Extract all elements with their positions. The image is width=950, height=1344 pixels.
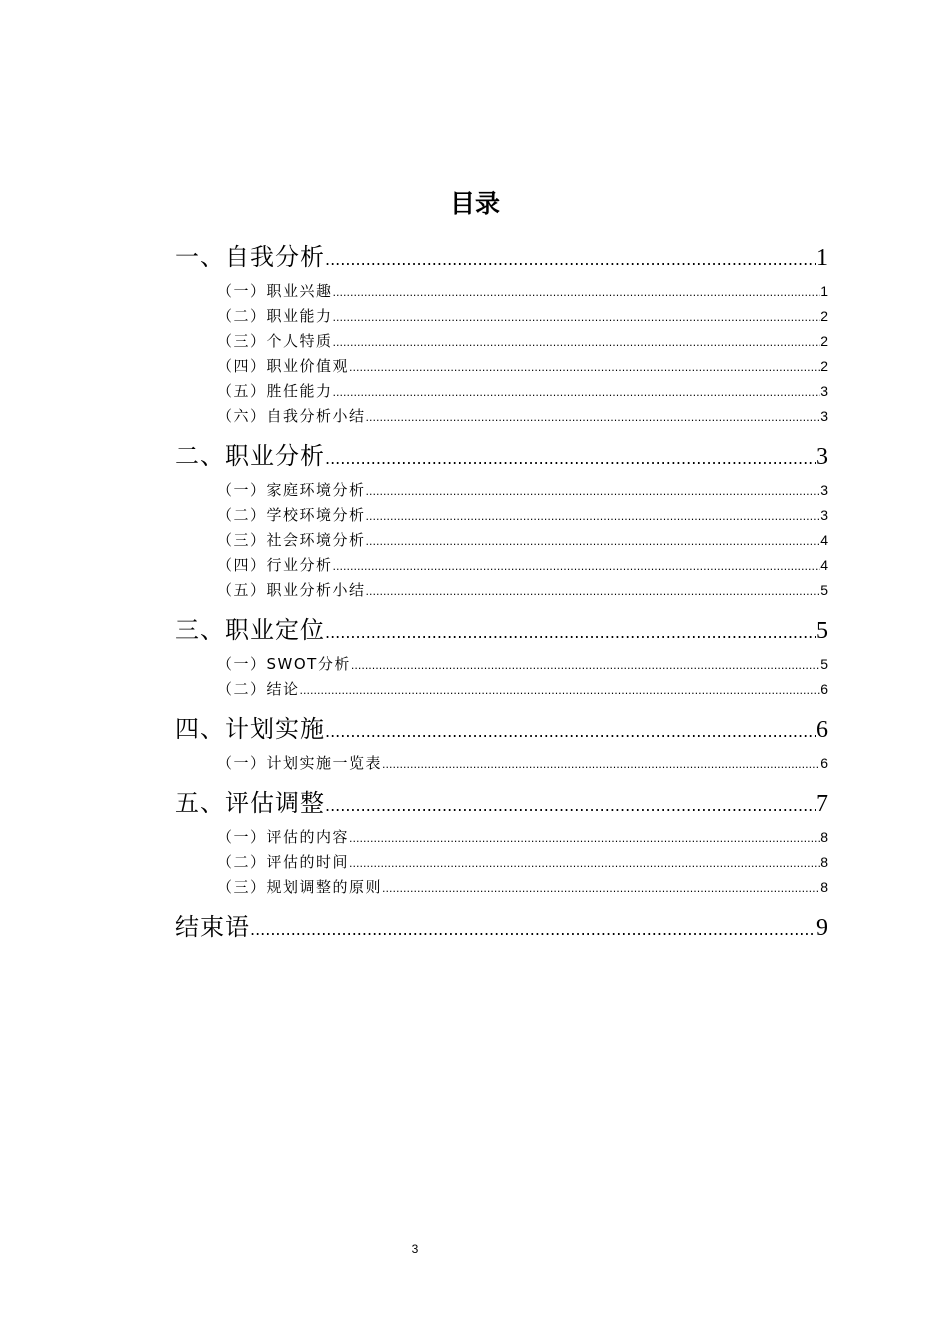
table-of-contents xyxy=(175,238,828,946)
toc-page-number: 3 xyxy=(820,408,828,424)
toc-item-label: （五）职业分析小结 xyxy=(217,581,366,599)
toc-section-self-analysis[interactable] xyxy=(175,238,828,276)
toc-item[interactable] xyxy=(175,751,828,776)
toc-page-number: 6 xyxy=(820,755,828,771)
toc-item[interactable] xyxy=(175,354,828,379)
toc-item[interactable] xyxy=(175,379,828,404)
toc-page-number: 4 xyxy=(820,532,828,548)
toc-section-evaluation-adjustment[interactable] xyxy=(175,784,828,822)
toc-page-number: 3 xyxy=(820,507,828,523)
toc-item-label: （一）家庭环境分析 xyxy=(217,481,366,499)
toc-item-label: （五）胜任能力 xyxy=(217,382,333,400)
toc-section-label: 一、自我分析 xyxy=(175,243,325,271)
toc-item-label: （三）社会环境分析 xyxy=(217,531,366,549)
dot-leader xyxy=(382,876,820,901)
toc-section-label: 三、职业定位 xyxy=(175,616,325,644)
dot-leader xyxy=(325,241,816,279)
toc-page-number: 8 xyxy=(820,829,828,845)
dot-leader xyxy=(349,826,820,851)
toc-item[interactable] xyxy=(175,304,828,329)
toc-item-label: （四）行业分析 xyxy=(217,556,333,574)
dot-leader xyxy=(300,678,821,703)
toc-section-career-positioning[interactable] xyxy=(175,611,828,649)
toc-item[interactable] xyxy=(175,677,828,702)
toc-page-number: 3 xyxy=(816,444,828,470)
toc-item-label: （三）规划调整的原则 xyxy=(217,878,383,896)
dot-leader xyxy=(351,653,820,678)
dot-leader xyxy=(325,440,816,478)
dot-leader xyxy=(325,787,816,825)
footer-page-number: 3 xyxy=(411,1242,419,1256)
toc-item[interactable] xyxy=(175,478,828,503)
toc-item-label: （二）职业能力 xyxy=(217,307,333,325)
toc-item[interactable] xyxy=(175,279,828,304)
toc-page-number: 5 xyxy=(820,582,828,598)
dot-leader xyxy=(325,614,816,652)
toc-item[interactable] xyxy=(175,875,828,900)
toc-section-label: 结束语 xyxy=(175,913,250,941)
toc-item[interactable] xyxy=(175,850,828,875)
toc-item-label: （二）结论 xyxy=(217,680,300,698)
dot-leader xyxy=(349,355,820,380)
toc-page-number: 5 xyxy=(820,656,828,672)
toc-page-number: 8 xyxy=(820,879,828,895)
toc-section-label: 五、评估调整 xyxy=(175,789,325,817)
toc-item-label: （一）职业兴趣 xyxy=(217,282,333,300)
toc-page-number: 2 xyxy=(820,308,828,324)
toc-item-label: （六）自我分析小结 xyxy=(217,407,366,425)
toc-page-number: 9 xyxy=(816,915,828,941)
dot-leader xyxy=(333,330,821,355)
toc-section-label: 二、职业分析 xyxy=(175,442,325,470)
dot-leader xyxy=(366,529,821,554)
toc-item[interactable] xyxy=(175,503,828,528)
toc-section-label: 四、计划实施 xyxy=(175,715,325,743)
dot-leader xyxy=(349,851,820,876)
toc-page-number: 6 xyxy=(816,717,828,743)
dot-leader xyxy=(366,479,821,504)
toc-page-number: 6 xyxy=(820,681,828,697)
dot-leader xyxy=(366,579,821,604)
toc-item[interactable] xyxy=(175,825,828,850)
toc-section-plan-implementation[interactable] xyxy=(175,710,828,748)
toc-page-number: 2 xyxy=(820,333,828,349)
dot-leader xyxy=(250,911,816,949)
toc-item[interactable] xyxy=(175,404,828,429)
toc-section-career-analysis[interactable] xyxy=(175,437,828,475)
toc-page-number: 7 xyxy=(816,791,828,817)
toc-item-label: （三）个人特质 xyxy=(217,332,333,350)
toc-section-conclusion[interactable] xyxy=(175,908,828,946)
toc-item[interactable] xyxy=(175,652,828,677)
toc-page-number: 8 xyxy=(820,854,828,870)
toc-item-label: （四）职业价值观 xyxy=(217,357,350,375)
dot-leader xyxy=(333,305,821,330)
toc-page-number: 2 xyxy=(820,358,828,374)
dot-leader xyxy=(333,280,821,305)
toc-item-label: （一）计划实施一览表 xyxy=(217,754,383,772)
toc-item[interactable] xyxy=(175,528,828,553)
dot-leader xyxy=(333,554,821,579)
toc-item[interactable] xyxy=(175,578,828,603)
dot-leader xyxy=(333,380,821,405)
toc-title: 目录 xyxy=(449,189,500,218)
toc-page-number: 3 xyxy=(820,482,828,498)
toc-page-number: 4 xyxy=(820,557,828,573)
toc-item-label: （一）SWOT分析 xyxy=(217,655,351,673)
toc-page-number: 1 xyxy=(820,283,828,299)
toc-page-number: 1 xyxy=(816,245,828,271)
toc-item-label: （二）评估的时间 xyxy=(217,853,350,871)
toc-item-label: （一）评估的内容 xyxy=(217,828,350,846)
toc-page-number: 3 xyxy=(820,383,828,399)
toc-item[interactable] xyxy=(175,553,828,578)
dot-leader xyxy=(382,752,820,777)
dot-leader xyxy=(366,405,821,430)
dot-leader xyxy=(325,713,816,751)
toc-item[interactable] xyxy=(175,329,828,354)
dot-leader xyxy=(366,504,821,529)
toc-page-number: 5 xyxy=(816,618,828,644)
toc-item-label: （二）学校环境分析 xyxy=(217,506,366,524)
